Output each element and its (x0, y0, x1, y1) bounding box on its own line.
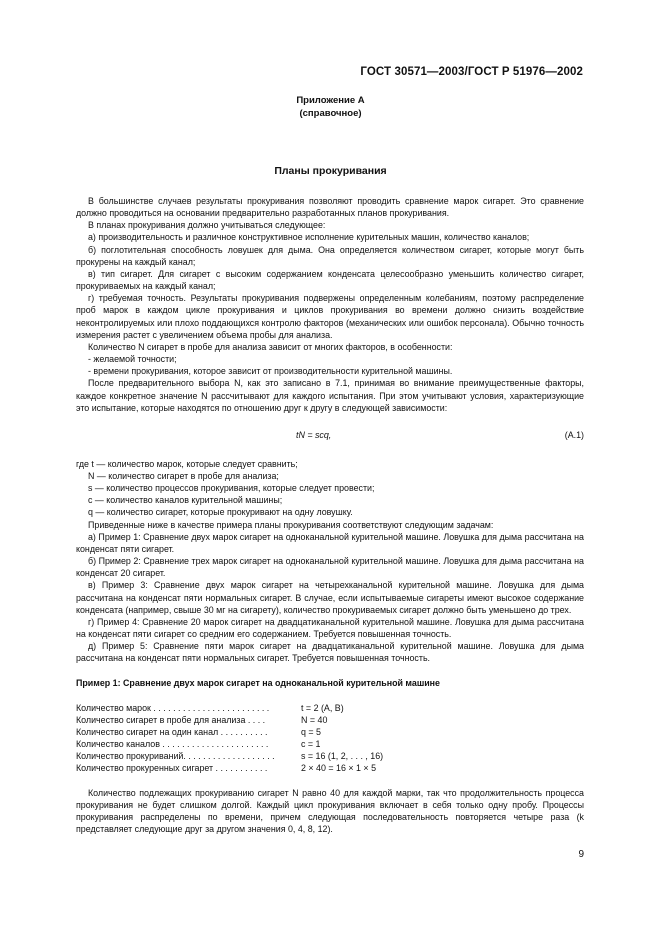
paragraph: а) производительность и различное конструктивное исполнение курительных машин, количество каналов; (88, 232, 530, 243)
example-item: в) Пример 3: Сравнение двух марок сигарет на четырехканальной курительной машине. Ловушка для дыма рассчитана на конденсат пяти нормальных сигарет. В случае, если испытываемые сигареты имеют высокое содержание конденсата (например, свыше 30 мг на сигарету), количество прокуриваемых сигарет должно быть уменьшено до трех. (76, 580, 584, 615)
examples-intro: Приведенные ниже в качестве примера планы прокуривания соответствуют следующим задачам: (88, 519, 494, 530)
parameter-value: N = 40 (301, 714, 328, 725)
annex-subtitle: (справочное) (299, 107, 362, 119)
section-title: Планы прокуривания (274, 165, 387, 177)
parameter-label: Количество сигарет в пробе для анализа . . . . (76, 714, 266, 725)
example-item: д) Пример 5: Сравнение пяти марок сигарет на двадцатиканальной курительной машине. Ловушка для дыма рассчитана на конденсат пяти нормальных сигарет. Требуется повышенная точность. (76, 641, 584, 664)
parameter-label: Количество марок . . . . . . . . . . . . . . . . . . . . . . . . (76, 702, 270, 713)
parameter-label: Количество прокуриваний. . . . . . . . . . . . . . . . . . . (76, 751, 275, 762)
definition-item: где t — количество марок, которые следует сравнить; (76, 458, 298, 469)
paragraph: Количество N сигарет в пробе для анализа зависит от многих факторов, в особенности: (88, 341, 453, 352)
formula-number: (А.1) (564, 429, 584, 440)
paragraph: - желаемой точности; (88, 354, 177, 365)
paragraph: В большинстве случаев результаты прокуривания позволяют проводить сравнение марок сигарет. Это сравнение должно проводиться на основании предварительно разработанных планов прокуривания. (76, 196, 584, 219)
example1-text: Количество подлежащих прокуриванию сигарет N равно 40 для каждой марки, так что продолжительность процесса прокуривания не будет слишком долгой. Каждый цикл прокуривания включает в себя только одну пробу. Процессы прокуривания распределены по времени, причем следующая последовательность повторяется четыре раза (k представляет следующие друг за другом значения 0, 4, 8, 12). (76, 787, 584, 835)
formula (76, 429, 584, 444)
parameter-value: t = 2 (А, В) (301, 702, 344, 713)
definition-item: q — количество сигарет, которые прокуривают на одну ловушку. (88, 507, 353, 518)
annex-heading (0, 95, 661, 120)
parameter-label: Количество сигарет на один канал . . . . . . . . . . (76, 726, 268, 737)
parameter-label: Количество прокуренных сигарет . . . . . . . . . . . (76, 763, 268, 774)
paragraph: г) требуемая точность. Результаты прокуривания подвержены определенным колебаниям, поэтому распределение проб марок в каждом цикле прокуривания и циклов прокуривания во времени должно снизить воздействие неконтролируемых или плохо поддающихся контролю факторов (механических или ошибок персонала). Обычно точность измерения растет с увеличением объема пробы для анализа. (76, 293, 584, 340)
definition-item: с — количество каналов курительной машины; (88, 495, 283, 506)
example-item: а) Пример 1: Сравнение двух марок сигарет на одноканальной курительной машине. Ловушка для дыма рассчитана на конденсат пяти сигарет. (76, 531, 584, 554)
parameter-row (76, 762, 584, 774)
parameter-value: q = 5 (301, 726, 321, 737)
parameter-value: 2 × 40 = 16 × 1 × 5 (301, 763, 377, 774)
document-header: ГОСТ 30571—2003/ГОСТ Р 51976—2002 (360, 66, 583, 78)
parameter-row (76, 714, 584, 726)
definition-item: s — количество процессов прокуривания, которые следует провести; (88, 483, 375, 494)
document-body (76, 195, 584, 835)
parameter-row (76, 738, 584, 750)
page-number: 9 (578, 849, 584, 860)
example-item: б) Пример 2: Сравнение трех марок сигарет на одноканальной курительной машине. Ловушка для дыма рассчитана на конденсат 20 сигарет. (76, 556, 584, 579)
example1-title: Пример 1: Сравнение двух марок сигарет на одноканальной курительной машине (76, 678, 440, 689)
parameter-value: s = 16 (1, 2, . . . , 16) (301, 751, 384, 762)
parameter-value: с = 1 (301, 739, 321, 750)
paragraph: После предварительного выбора N, как это записано в 7.1, принимая во внимание преимущественные факторы, каждое конкретное значение N рассчитывают для каждого испытания. При этом учитывают условия, характеризующие это испытание, которые находятся по отношению друг к другу в следующей зависимости: (76, 378, 584, 413)
paragraph: в) тип сигарет. Для сигарет с высоким содержанием конденсата целесообразно уменьшить количество сигарет, прокуриваемых на каждый канал; (76, 268, 584, 292)
example-item: г) Пример 4: Сравнение 20 марок сигарет на двадцатиканальной курительной машине. Ловушка для дыма рассчитана на конденсат пяти сигарет со средним его содержанием. Требуется повышенная точность. (76, 616, 584, 639)
parameter-row (76, 750, 584, 762)
paragraph: В планах прокуривания должно учитываться следующее: (88, 220, 326, 231)
paragraph: б) поглотительная способность ловушек для дыма. Она определяется количеством сигарет, которые могут быть прокурены на каждый канал; (76, 244, 584, 267)
definitions (76, 458, 584, 519)
parameter-row (76, 726, 584, 738)
parameter-row (76, 702, 584, 714)
example1-parameters (76, 702, 584, 775)
definition-item: N — количество сигарет в пробе для анализа; (88, 470, 279, 481)
paragraph: - времени прокуривания, которое зависит от производительности курительной машины. (88, 366, 453, 377)
parameter-label: Количество каналов . . . . . . . . . . . . . . . . . . . . . . (76, 739, 269, 750)
formula-expression: tN = scq, (296, 429, 332, 440)
annex-title: Приложение А (296, 95, 365, 106)
